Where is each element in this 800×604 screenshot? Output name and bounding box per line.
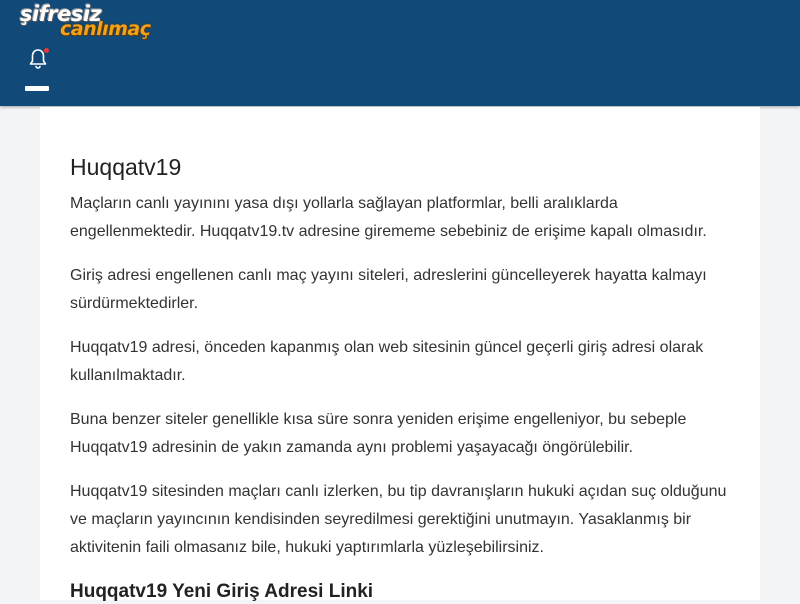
notification-dot — [44, 48, 49, 53]
section-heading: Huqqatv19 Yeni Giriş Adresi Linki — [70, 581, 374, 602]
main-content — [40, 107, 760, 600]
article-paragraph: Maçların canlı yayınını yasa dışı yollarla sağlayan platformlar, belli aralıklarda engellenmektedir. Huqqatv19.tv adresine girememe sebebiniz de erişime kapalı olmasıdır. — [70, 195, 707, 240]
logo-text-bottom: canlımaç — [60, 18, 151, 40]
site-header — [0, 0, 800, 106]
article-paragraph: Huqqatv19 sitesinden maçları canlı izlerken, bu tip davranışların hukuki açıdan suç olduğunu ve maçların yayıncının kendisinden seyredilmesi gerektiğini unutmayın. Yasaklanmış bir aktivitenin faili olmasanız bile, hukuki yaptırımlarla yüzleşebilirsiniz. — [70, 483, 727, 556]
article-paragraph: Huqqatv19 adresi, önceden kapanmış olan web sitesinin güncel geçerli giriş adresi olarak kullanılmaktadır. — [70, 339, 704, 384]
hamburger-menu-icon[interactable] — [25, 86, 49, 91]
site-logo[interactable] — [20, 2, 170, 40]
article-paragraph: Buna benzer siteler genellikle kısa süre sonra yeniden erişime engelleniyor, bu sebeple Huqqatv19 adresinin de yakın zamanda aynı problemi yaşayacağı öngörülebilir. — [70, 411, 687, 456]
page-title: Huqqatv19 — [70, 154, 182, 180]
logo-text-top: şifresiz — [20, 2, 102, 26]
article-paragraph: Giriş adresi engellenen canlı maç yayını siteleri, adreslerini güncelleyerek hayatta kalmayı sürdürmektedirler. — [70, 267, 707, 312]
article — [70, 153, 730, 604]
